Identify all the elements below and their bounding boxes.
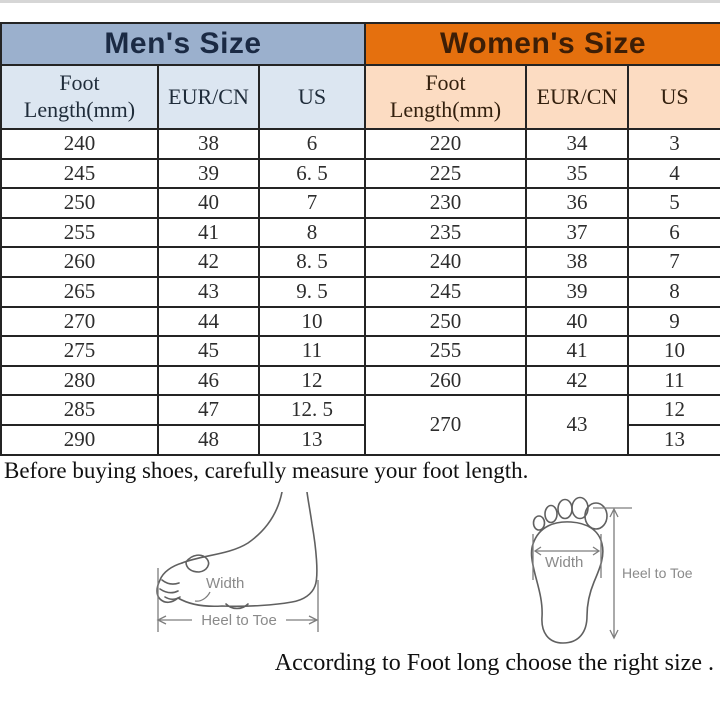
women-foot-length-cell: 250 [365, 307, 526, 337]
heel-to-toe-label: Heel to Toe [622, 565, 693, 581]
men-us-cell: 6 [259, 129, 365, 159]
footprint-diagram [495, 494, 710, 654]
foot-shin-outline [182, 492, 282, 563]
toe-crease [165, 597, 180, 599]
women-us-cell: 10 [628, 336, 720, 366]
table-row [1, 277, 720, 307]
women-eur-cn-merged-cell: 43 [526, 395, 628, 454]
women-foot-length-cell: 220 [365, 129, 526, 159]
men-foot-length-cell: 265 [1, 277, 158, 307]
men-us-cell: 8 [259, 218, 365, 248]
women-eur-cn-cell: 34 [526, 129, 628, 159]
men-us-cell: 6. 5 [259, 159, 365, 189]
women-us-cell: 3 [628, 129, 720, 159]
women-foot-length-cell: 225 [365, 159, 526, 189]
men-us-cell: 12 [259, 366, 365, 396]
table-row [1, 395, 720, 425]
table-row [1, 247, 720, 277]
men-eur-cn-cell: 43 [158, 277, 259, 307]
men-foot-length-cell: 285 [1, 395, 158, 425]
women-us-cell: 13 [628, 425, 720, 455]
women-eur-cn-col-header: EUR/CN [526, 65, 628, 129]
choose-size-note-text: According to Foot long choose the right size . [274, 650, 714, 676]
sole-outline [532, 522, 603, 643]
men-foot-length-cell: 275 [1, 336, 158, 366]
table-title-row [1, 23, 720, 65]
width-label: Width [206, 575, 245, 592]
women-foot-length-cell: 255 [365, 336, 526, 366]
men-us-cell: 11 [259, 336, 365, 366]
women-us-cell: 4 [628, 159, 720, 189]
width-label: Width [545, 554, 584, 571]
men-foot-length-cell: 260 [1, 247, 158, 277]
men-eur-cn-cell: 47 [158, 395, 259, 425]
men-eur-cn-cell: 44 [158, 307, 259, 337]
men-us-cell: 12. 5 [259, 395, 365, 425]
women-foot-length-merged-cell: 270 [365, 395, 526, 454]
women-us-cell: 5 [628, 188, 720, 218]
women-us-cell: 12 [628, 395, 720, 425]
table-row [1, 336, 720, 366]
men-foot-length-cell: 240 [1, 129, 158, 159]
women-foot-length-cell: 260 [365, 366, 526, 396]
toe-outline [558, 500, 572, 519]
top-edge-artifact [0, 0, 720, 3]
table-row [1, 129, 720, 159]
men-size-header: Men's Size [1, 23, 365, 65]
women-eur-cn-cell: 40 [526, 307, 628, 337]
women-us-cell: 11 [628, 366, 720, 396]
men-us-col-header: US [259, 65, 365, 129]
men-eur-cn-cell: 39 [158, 159, 259, 189]
column-header-row [1, 65, 720, 129]
table-row [1, 366, 720, 396]
men-eur-cn-col-header: EUR/CN [158, 65, 259, 129]
men-eur-cn-cell: 41 [158, 218, 259, 248]
men-foot-length-cell: 250 [1, 188, 158, 218]
women-eur-cn-cell: 38 [526, 247, 628, 277]
men-eur-cn-cell: 46 [158, 366, 259, 396]
heel-to-toe-label: Heel to Toe [201, 612, 277, 629]
table-row [1, 159, 720, 189]
women-us-cell: 9 [628, 307, 720, 337]
men-foot-length-cell: 255 [1, 218, 158, 248]
women-us-cell: 8 [628, 277, 720, 307]
men-foot-length-cell: 280 [1, 366, 158, 396]
men-us-cell: 8. 5 [259, 247, 365, 277]
women-us-col-header: US [628, 65, 720, 129]
men-eur-cn-cell: 48 [158, 425, 259, 455]
women-foot-length-cell: 230 [365, 188, 526, 218]
men-foot-length-cell: 290 [1, 425, 158, 455]
toe-outline [534, 516, 545, 530]
table-row [1, 218, 720, 248]
men-eur-cn-cell: 42 [158, 247, 259, 277]
women-eur-cn-cell: 35 [526, 159, 628, 189]
men-foot-length-cell: 245 [1, 159, 158, 189]
men-us-cell: 9. 5 [259, 277, 365, 307]
men-eur-cn-cell: 38 [158, 129, 259, 159]
toe-outline [545, 506, 557, 523]
shoe-size-table [0, 22, 720, 456]
men-us-cell: 13 [259, 425, 365, 455]
measure-note-text: Before buying shoes, carefully measure your foot length. [4, 458, 529, 483]
men-foot-length-col-header: Foot Length(mm) [1, 65, 158, 129]
women-eur-cn-cell: 36 [526, 188, 628, 218]
men-eur-cn-cell: 45 [158, 336, 259, 366]
women-us-cell: 6 [628, 218, 720, 248]
women-eur-cn-cell: 41 [526, 336, 628, 366]
men-foot-length-cell: 270 [1, 307, 158, 337]
toe-crease [162, 580, 179, 584]
men-us-cell: 10 [259, 307, 365, 337]
women-foot-length-col-header: Foot Length(mm) [365, 65, 526, 129]
women-eur-cn-cell: 42 [526, 366, 628, 396]
side-view-foot-diagram [140, 492, 340, 642]
women-foot-length-cell: 245 [365, 277, 526, 307]
toe-crease [160, 589, 178, 593]
women-foot-length-cell: 235 [365, 218, 526, 248]
women-eur-cn-cell: 39 [526, 277, 628, 307]
table-row [1, 188, 720, 218]
women-us-cell: 7 [628, 247, 720, 277]
width-pointer-line [195, 592, 210, 601]
table-row [1, 307, 720, 337]
women-eur-cn-cell: 37 [526, 218, 628, 248]
men-us-cell: 7 [259, 188, 365, 218]
women-foot-length-cell: 240 [365, 247, 526, 277]
big-toe-outline [585, 503, 607, 529]
women-size-header: Women's Size [365, 23, 720, 65]
men-eur-cn-cell: 40 [158, 188, 259, 218]
